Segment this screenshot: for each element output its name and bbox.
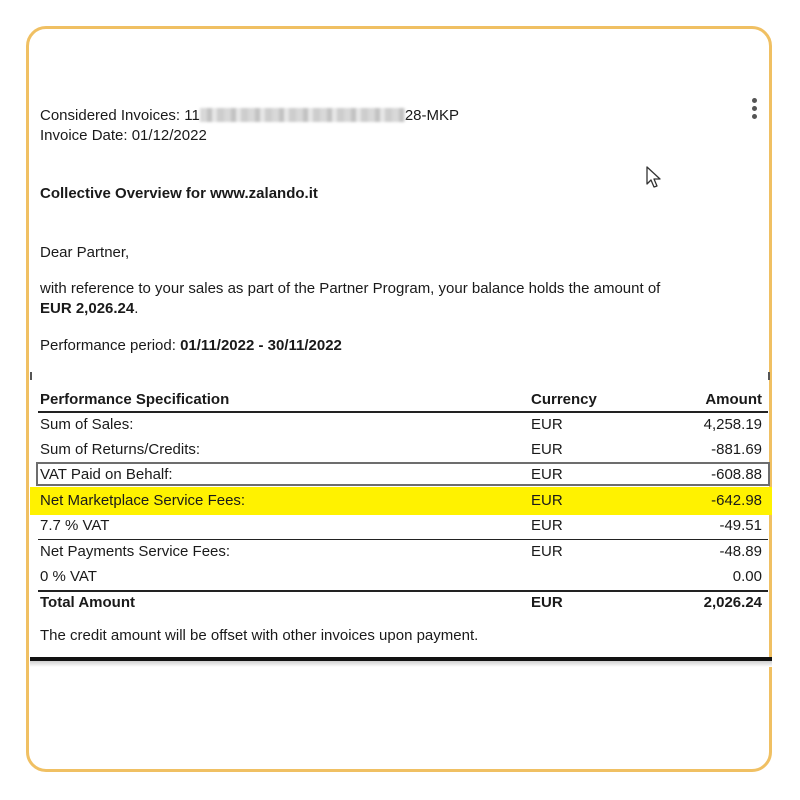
row-amount: -48.89 bbox=[719, 543, 762, 560]
invoice-date: Invoice Date: 01/12/2022 bbox=[40, 127, 207, 144]
row-amount: -49.51 bbox=[719, 517, 762, 534]
row-currency: EUR bbox=[531, 416, 563, 433]
header-specification: Performance Specification bbox=[40, 391, 230, 408]
total-currency: EUR bbox=[531, 594, 563, 611]
row-label: 7.7 % VAT bbox=[40, 517, 110, 534]
performance-label: Performance period: bbox=[40, 337, 181, 354]
document-shadow bbox=[30, 661, 772, 667]
kebab-menu-icon[interactable] bbox=[750, 98, 758, 124]
row-label: Net Marketplace Service Fees: bbox=[40, 492, 246, 509]
row-amount: -608.88 bbox=[711, 466, 762, 483]
considered-prefix: Considered Invoices: 11 bbox=[40, 107, 200, 124]
row-divider bbox=[38, 539, 768, 540]
greeting: Dear Partner, bbox=[40, 244, 130, 261]
crop-mark-right bbox=[768, 372, 770, 380]
redacted-number bbox=[200, 108, 405, 122]
total-amount: 2,026.24 bbox=[703, 594, 762, 611]
header-amount: Amount bbox=[705, 391, 762, 408]
mouse-cursor-icon bbox=[646, 166, 662, 190]
row-currency: EUR bbox=[531, 466, 563, 483]
performance-period-line bbox=[40, 337, 342, 355]
header-divider bbox=[38, 411, 768, 413]
total-label: Total Amount bbox=[40, 594, 135, 611]
row-label: 0 % VAT bbox=[40, 568, 97, 585]
intro-line: with reference to your sales as part of the Partner Program, your balance holds the amount of bbox=[40, 280, 661, 297]
row-label: Sum of Returns/Credits: bbox=[40, 441, 201, 458]
header-currency: Currency bbox=[531, 391, 597, 408]
crop-mark-left bbox=[30, 372, 32, 380]
total-divider bbox=[38, 590, 768, 592]
row-label: VAT Paid on Behalf: bbox=[40, 466, 173, 483]
row-currency: EUR bbox=[531, 492, 563, 509]
row-label: Sum of Sales: bbox=[40, 416, 134, 433]
row-amount: -642.98 bbox=[711, 492, 762, 509]
balance-amount: EUR 2,026.24 bbox=[40, 300, 135, 317]
balance-period: . bbox=[134, 300, 139, 317]
row-currency: EUR bbox=[531, 441, 563, 458]
row-currency: EUR bbox=[531, 517, 563, 534]
performance-period: 01/11/2022 - 30/11/2022 bbox=[180, 337, 342, 354]
considered-invoices bbox=[40, 107, 459, 125]
row-amount: -881.69 bbox=[711, 441, 762, 458]
considered-suffix: 28-MKP bbox=[404, 107, 460, 124]
page-title: Collective Overview for www.zalando.it bbox=[40, 185, 318, 202]
balance-line bbox=[40, 300, 138, 318]
footer-note: The credit amount will be offset with other invoices upon payment. bbox=[40, 627, 479, 644]
row-label: Net Payments Service Fees: bbox=[40, 543, 231, 560]
row-amount: 0.00 bbox=[732, 568, 762, 585]
row-amount: 4,258.19 bbox=[703, 416, 762, 433]
row-currency: EUR bbox=[531, 543, 563, 560]
